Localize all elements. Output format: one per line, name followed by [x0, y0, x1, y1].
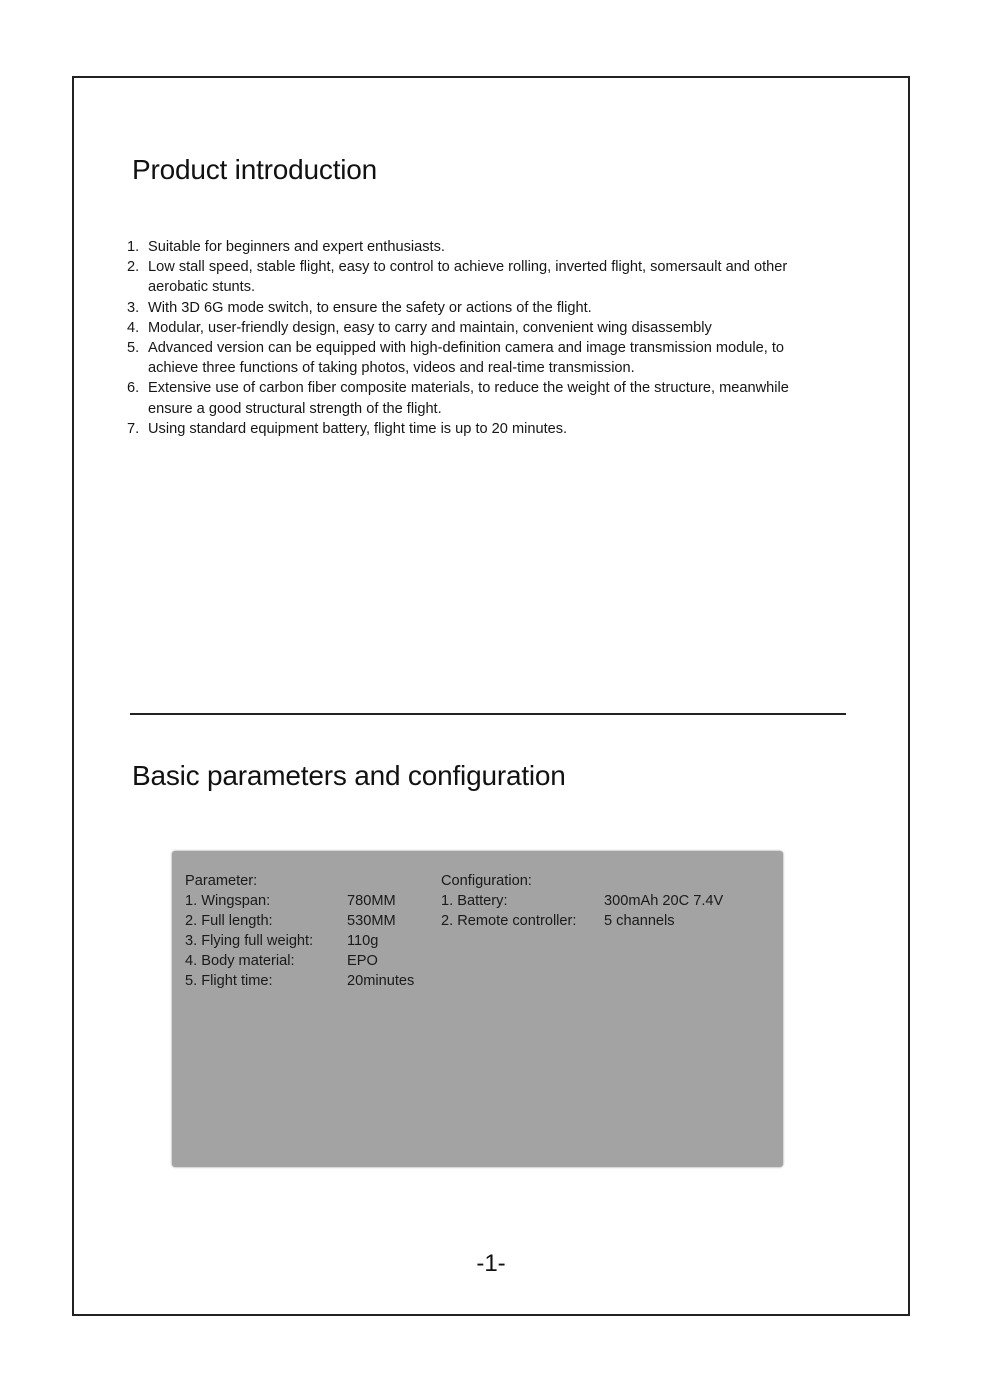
parameter-label: 3. Flying full weight: — [185, 933, 314, 949]
list-item-number: 3. — [127, 299, 140, 316]
list-item — [127, 257, 827, 297]
list-item — [127, 378, 827, 418]
parameter-value: 110g — [347, 933, 379, 949]
parameter-heading: Parameter: — [185, 873, 258, 889]
list-item-number: 1. — [127, 239, 140, 255]
parameter-row — [185, 971, 435, 991]
parameter-row — [185, 951, 435, 971]
list-item-text: Suitable for beginners and expert enthusiasts. — [148, 239, 445, 255]
parameter-label: 2. Full length: — [185, 913, 273, 929]
list-item — [127, 237, 827, 257]
page-number: -1- — [476, 1250, 506, 1277]
parameter-column — [185, 871, 435, 991]
parameter-value: 20minutes — [347, 973, 415, 989]
list-item — [127, 298, 827, 318]
list-item-number: 7. — [127, 420, 140, 437]
parameter-row — [185, 931, 435, 951]
configuration-label: 1. Battery: — [441, 893, 508, 909]
parameter-label: 4. Body material: — [185, 953, 295, 969]
parameter-label: 5. Flight time: — [185, 973, 273, 989]
list-item-text: Low stall speed, stable flight, easy to control to achieve rolling, inverted flight, somersault and other aerobatic stunts. — [148, 259, 788, 296]
list-item-number: 4. — [127, 319, 140, 336]
configuration-row — [441, 911, 781, 931]
configuration-row — [441, 891, 781, 911]
list-item-text: With 3D 6G mode switch, to ensure the safety or actions of the flight. — [148, 299, 592, 316]
configuration-value: 300mAh 20C 7.4V — [604, 893, 724, 909]
product-feature-list — [127, 237, 827, 439]
list-item — [127, 419, 827, 439]
parameter-row — [185, 891, 435, 911]
parameter-row — [185, 911, 435, 931]
configuration-heading-row — [441, 871, 781, 891]
parameter-value: 530MM — [347, 913, 396, 929]
basic-parameters-heading: Basic parameters and configuration — [132, 760, 566, 791]
parameters-panel — [172, 851, 783, 1167]
configuration-column — [441, 871, 781, 931]
list-item-text: Modular, user-friendly design, easy to carry and maintain, convenient wing disassembly — [148, 319, 712, 336]
configuration-heading: Configuration: — [441, 873, 532, 889]
list-item-number: 6. — [127, 380, 140, 397]
list-item — [127, 338, 827, 378]
section-divider — [130, 713, 846, 715]
parameter-value: 780MM — [347, 893, 396, 909]
list-item-number: 2. — [127, 259, 140, 276]
configuration-label: 2. Remote controller: — [441, 913, 577, 929]
list-item-text: Advanced version can be equipped with high-definition camera and image transmission module, to achieve three functions of taking photos, videos and real-time transmission. — [148, 340, 785, 377]
parameter-heading-row — [185, 871, 435, 891]
list-item — [127, 318, 827, 338]
list-item-text: Using standard equipment battery, flight time is up to 20 minutes. — [148, 420, 568, 437]
product-introduction-heading: Product introduction — [132, 154, 378, 185]
parameter-label: 1. Wingspan: — [185, 893, 271, 909]
parameter-value: EPO — [347, 953, 378, 969]
list-item-number: 5. — [127, 340, 140, 357]
list-item-text: Extensive use of carbon fiber composite materials, to reduce the weight of the structure, meanwhile ensure a good structural strength of the flight. — [148, 380, 789, 417]
configuration-value: 5 channels — [604, 913, 675, 929]
